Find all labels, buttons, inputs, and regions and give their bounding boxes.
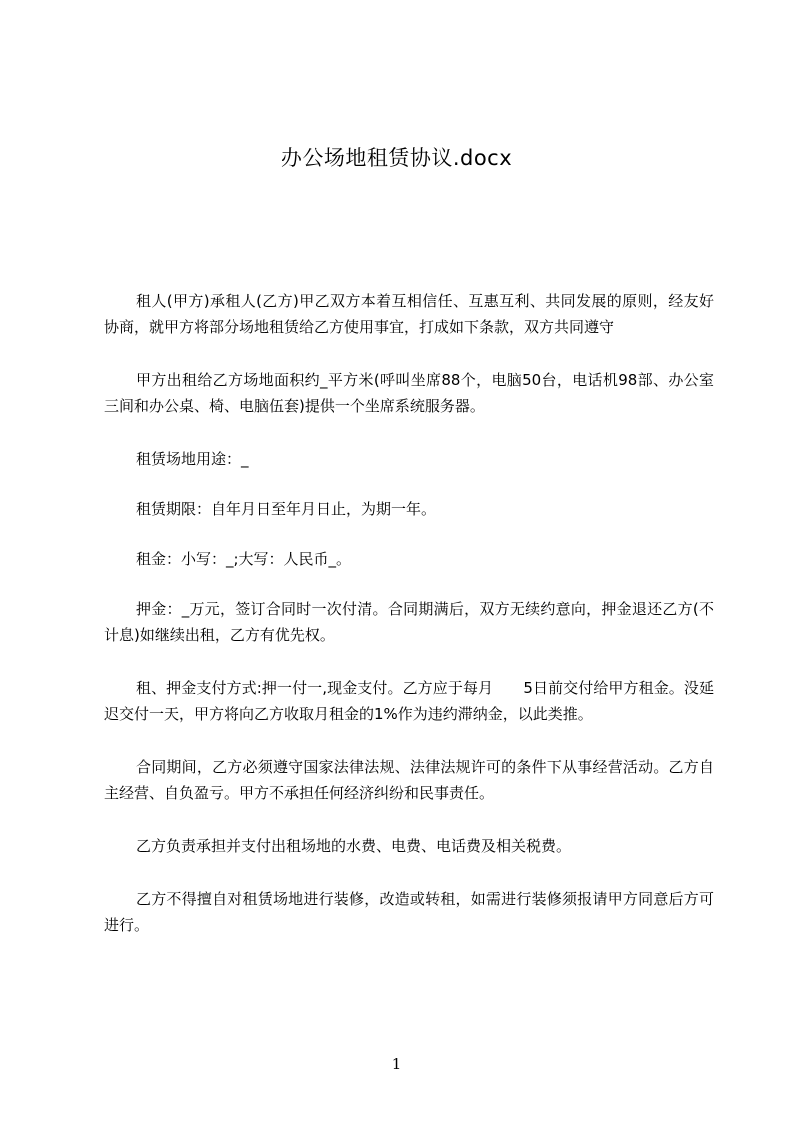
paragraph-leased-area: 甲方出租给乙方场地面积约_平方米(呼叫坐席88个，电脑50台，电话机98部、办公室三间和办公桌、椅、电脑伍套)提供一个坐席系统服务器。 xyxy=(104,371,714,415)
document-body xyxy=(104,288,714,965)
paragraph-term: 租赁期限：自年月日至年月日止，为期一年。 xyxy=(136,500,437,518)
paragraph-renovation: 乙方不得擅自对租赁场地进行装修，改造或转租，如需进行装修须报请甲方同意后方可进行。 xyxy=(104,890,714,934)
paragraph-preamble: 租人(甲方)承租人(乙方)甲乙双方本着互相信任、互惠互利、共同发展的原则，经友好协商，就甲方将部分场地租赁给乙方使用事宜，打成如下条款，双方共同遵守 xyxy=(104,292,714,336)
paragraph-rent: 租金：小写：_;大写：人民币_。 xyxy=(136,550,352,568)
paragraph-utilities: 乙方负责承担并支付出租场地的水费、电费、电话费及相关税费。 xyxy=(136,837,572,855)
paragraph-deposit: 押金：_万元，签订合同时一次付清。合同期满后，双方无续约意向，押金退还乙方(不计息)如继续出租，乙方有优先权。 xyxy=(104,600,714,644)
page-number: 1 xyxy=(391,1055,402,1073)
paragraph-compliance: 合同期间，乙方必须遵守国家法律法规、法律法规许可的条件下从事经营活动。乙方自主经营、自负盈亏。甲方不承担任何经济纠纷和民事责任。 xyxy=(104,758,714,802)
document-title: 办公场地租赁协议.docx xyxy=(280,146,513,170)
paragraph-usage: 租赁场地用途：_ xyxy=(136,450,249,468)
paragraph-payment-method: 租、押金支付方式:押一付一,现金支付。乙方应于每月 5日前交付给甲方租金。没延迟交付一天，甲方将向乙方收取月租金的1%作为违约滞纳金，以此类推。 xyxy=(104,679,714,723)
